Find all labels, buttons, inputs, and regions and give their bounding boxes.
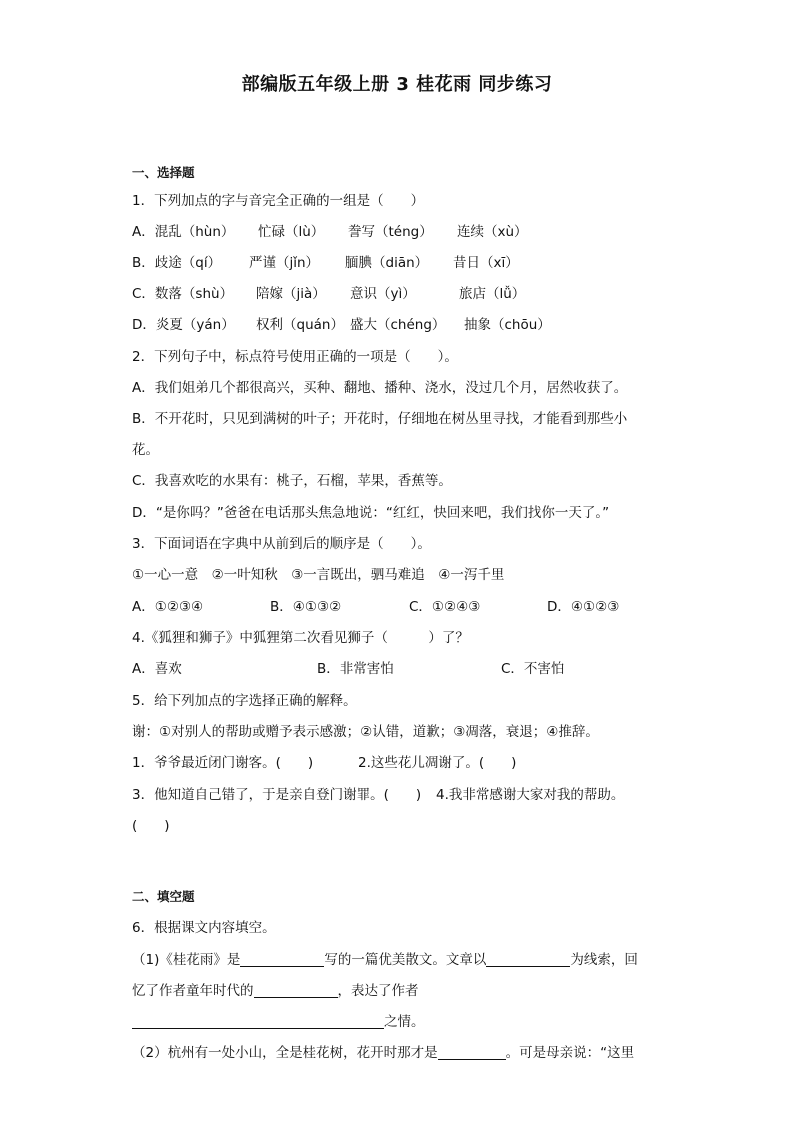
option-word: B．歧途（qí）: [132, 255, 222, 271]
fill-text: ，表达了作者: [337, 983, 419, 999]
option-word: A．混乱（hùn）: [132, 224, 235, 240]
section-heading-choice: 一、选择题: [132, 165, 195, 180]
option-word: C．数落（shù）: [132, 286, 234, 302]
option-d: D．④①②③: [547, 599, 620, 615]
option-word: 连续（xù）: [457, 224, 528, 240]
option-word: 抽象（chōu）: [464, 317, 551, 333]
question-6-part-1-line-3: [132, 1012, 425, 1032]
sentence-1: 1．爷爷最近闭门谢客。( ): [132, 755, 314, 771]
option-a: A．①②③④: [132, 599, 204, 615]
option-word: 旅店（lǚ）: [459, 286, 526, 302]
fill-blank[interactable]: [132, 1012, 384, 1029]
question-5-stem: 5．给下列加点的字选择正确的解释。: [132, 693, 357, 709]
fill-blank[interactable]: [254, 981, 338, 998]
option-word: 意识（yì）: [350, 286, 416, 302]
question-2-option-d: D．“是你吗？”爸爸在电话那头焦急地说：“红红，快回来吧，我们找你一天了。”: [132, 505, 610, 521]
option-word: D．炎夏（yán）: [132, 317, 235, 333]
option-word: 腼腆（diān）: [345, 255, 429, 271]
option-c: C．①②④③: [409, 599, 481, 615]
question-5-meanings: 谢：①对别人的帮助或赠予表示感激；②认错，道歉；③凋落，衰退；④推辞。: [132, 724, 599, 740]
question-2-option-c: C．我喜欢吃的水果有：桃子，石榴，苹果，香蕉等。: [132, 473, 452, 489]
fill-text: 为线索，回: [570, 952, 638, 968]
sentence-2: 2.这些花儿凋谢了。( ): [358, 755, 517, 771]
sentence-3: 3．他知道自己错了，于是亲自登门谢罪。( ): [132, 787, 422, 803]
question-2-option-a: A．我们姐弟几个都很高兴，买种、翻地、播种、浇水，没过几个月，居然收获了。: [132, 380, 628, 396]
question-6-part-1: [132, 950, 638, 970]
option-word: 誊写（téng）: [348, 224, 433, 240]
option-word: 陪嫁（jià）: [256, 286, 326, 302]
option-word: 权利（quán）: [256, 317, 344, 333]
section-heading-fill: 二、填空题: [132, 889, 195, 904]
question-2-option-b: B．不开花时，只见到满树的叶子；开花时，仔细地在树丛里寻找，才能看到那些小: [132, 411, 628, 427]
question-2-stem: 2．下列句子中，标点符号使用正确的一项是（ ）。: [132, 349, 458, 365]
fill-text: 忆了作者童年时代的: [132, 983, 254, 999]
fill-text: 。可是母亲说：“这里: [505, 1045, 635, 1061]
fill-text: （2）杭州有一处小山，全是桂花树，花开时那才是: [132, 1045, 438, 1061]
fill-blank[interactable]: [240, 950, 324, 967]
fill-blank[interactable]: [486, 950, 570, 967]
fill-text: （1)《桂花雨》是: [132, 952, 241, 968]
option-word: 严谨（jǐn）: [249, 255, 320, 271]
page-title: 部编版五年级上册 3 桂花雨 同步练习: [241, 74, 553, 95]
sentence-4: 4.我非常感谢大家对我的帮助。: [436, 787, 625, 803]
question-4-stem: 4.《狐狸和狮子》中狐狸第二次看见狮子（ ）了？: [132, 630, 469, 646]
fill-blank[interactable]: [438, 1043, 506, 1060]
question-3-stem: 3．下面词语在字典中从前到后的顺序是（ ）。: [132, 536, 431, 552]
question-2-option-b-continued: 花。: [132, 442, 159, 458]
option-c: C．不害怕: [501, 661, 565, 677]
option-word: 盛大（chéng）: [350, 317, 446, 333]
option-word: 昔日（xī）: [453, 255, 519, 271]
sentence-4-answer-paren: ( ): [132, 818, 170, 834]
fill-text: 之情。: [384, 1014, 425, 1030]
fill-text: 写的一篇优美散文。文章以: [324, 952, 487, 968]
option-word: 忙碌（lù）: [258, 224, 325, 240]
question-6-part-2: [132, 1043, 634, 1063]
option-a: A．喜欢: [132, 661, 182, 677]
question-6-stem: 6．根据课文内容填空。: [132, 920, 276, 936]
question-6-part-1-line-2: [132, 981, 419, 1001]
option-b: B．④①③②: [270, 599, 342, 615]
question-3-items: ①一心一意 ②一叶知秋 ③一言既出，驷马难追 ④一泻千里: [132, 567, 505, 583]
question-1-stem: 1．下列加点的字与音完全正确的一组是（ ）: [132, 193, 425, 209]
option-b: B．非常害怕: [317, 661, 394, 677]
